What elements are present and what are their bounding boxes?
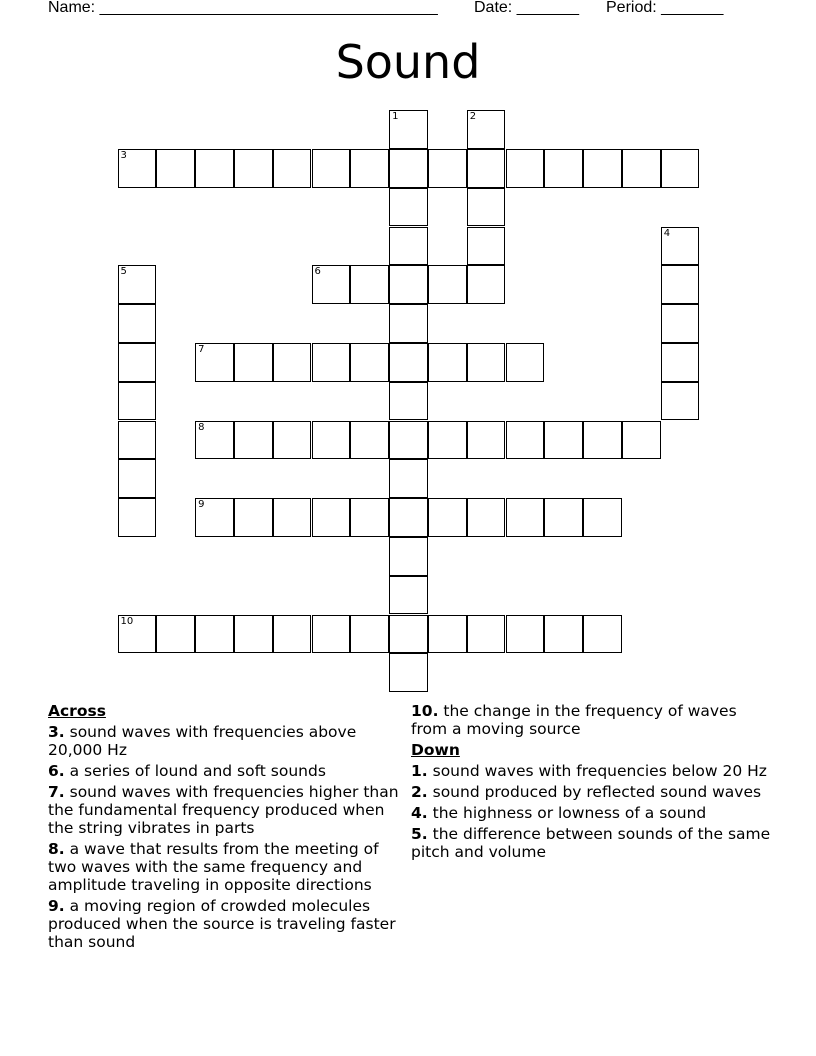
grid-cell[interactable] (389, 498, 428, 537)
grid-cell[interactable] (389, 265, 428, 304)
grid-cell[interactable] (234, 343, 273, 382)
grid-cell[interactable] (312, 149, 351, 188)
grid-cell[interactable] (118, 615, 157, 654)
grid-cell[interactable] (195, 498, 234, 537)
clue-across-3: 3. sound waves with frequencies above 20,000 Hz (48, 723, 357, 759)
grid-cell[interactable] (506, 498, 545, 537)
grid-cell[interactable] (156, 615, 195, 654)
grid-cell[interactable] (389, 149, 428, 188)
grid-cell[interactable] (389, 227, 428, 266)
clue-number: 1 (392, 111, 399, 123)
grid-cell[interactable] (661, 382, 700, 421)
grid-cell[interactable] (389, 304, 428, 343)
grid-cell[interactable] (389, 615, 428, 654)
grid-cell[interactable] (428, 343, 467, 382)
grid-cell[interactable] (583, 498, 622, 537)
grid-cell[interactable] (389, 459, 428, 498)
clue-number: 7 (198, 343, 205, 355)
across-heading: Across (48, 702, 106, 720)
grid-cell[interactable] (350, 421, 389, 460)
grid-cell[interactable] (506, 343, 545, 382)
down-heading: Down (411, 741, 460, 759)
clue-number: 6 (314, 266, 321, 278)
grid-cell[interactable] (389, 576, 428, 615)
grid-cell[interactable] (350, 498, 389, 537)
clue-number: 2 (469, 111, 477, 123)
grid-cell[interactable] (428, 498, 467, 537)
grid-cell[interactable] (544, 615, 583, 654)
grid-cell[interactable] (389, 421, 428, 460)
grid-cell[interactable] (312, 421, 351, 460)
clue-down-2: 2. sound produced by reflected sound waves (411, 783, 762, 801)
grid-cell[interactable] (389, 343, 428, 382)
grid-cell[interactable] (273, 149, 312, 188)
date-label: Date: (474, 0, 513, 16)
name-label: Name: (48, 0, 96, 16)
period-label: Period: (606, 0, 657, 16)
grid-cell[interactable] (118, 304, 157, 343)
grid-cell[interactable] (622, 421, 661, 460)
grid-cell[interactable] (467, 227, 506, 266)
grid-cell[interactable] (428, 149, 467, 188)
grid-cell[interactable] (544, 149, 583, 188)
grid-cell[interactable] (389, 382, 428, 421)
clue-number: 4 (663, 227, 671, 239)
clue-down-4: 4. the highness or lowness of a sound (411, 804, 707, 822)
grid-cell[interactable] (234, 498, 273, 537)
grid-cell[interactable] (661, 265, 700, 304)
clue-across-9: 9. a moving region of crowded molecules produced when the source is traveling faster than sound (48, 897, 396, 951)
grid-cell[interactable] (506, 615, 545, 654)
grid-cell[interactable] (350, 343, 389, 382)
grid-cell[interactable] (156, 149, 195, 188)
date-blank[interactable]: _______ (516, 0, 579, 16)
grid-cell[interactable] (350, 615, 389, 654)
grid-cell[interactable] (118, 498, 157, 537)
grid-cell[interactable] (118, 382, 157, 421)
grid-cell[interactable] (234, 149, 273, 188)
grid-cell[interactable] (195, 343, 234, 382)
clue-down-1: 1. sound waves with frequencies below 20 Hz (411, 762, 767, 780)
clue-number: 8 (198, 421, 205, 433)
period-blank[interactable]: _______ (661, 0, 724, 16)
name-blank[interactable]: ______________________________________ (99, 0, 438, 16)
grid-cell[interactable] (467, 615, 506, 654)
grid-cell[interactable] (467, 498, 506, 537)
grid-cell[interactable] (118, 459, 157, 498)
grid-cell[interactable] (428, 421, 467, 460)
grid-cell[interactable] (234, 421, 273, 460)
clue-number: 3 (120, 149, 127, 161)
grid-cell[interactable] (661, 304, 700, 343)
grid-cell[interactable] (467, 149, 506, 188)
clue-number: 9 (198, 499, 205, 511)
grid-cell[interactable] (118, 265, 157, 304)
grid-cell[interactable] (467, 188, 506, 227)
grid-cell[interactable] (467, 110, 506, 149)
down-clues (411, 702, 771, 864)
grid-cell[interactable] (389, 537, 428, 576)
grid-cell[interactable] (118, 149, 157, 188)
grid-cell[interactable] (583, 615, 622, 654)
grid-cell[interactable] (195, 421, 234, 460)
grid-cell[interactable] (273, 615, 312, 654)
clue-number: 5 (120, 266, 127, 278)
grid-cell[interactable] (389, 110, 428, 149)
grid-cell[interactable] (195, 615, 234, 654)
clue-down-5: 5. the difference between sounds of the same pitch and volume (411, 825, 771, 861)
grid-cell[interactable] (467, 421, 506, 460)
across-clues (48, 702, 408, 954)
grid-cell[interactable] (273, 421, 312, 460)
grid-cell[interactable] (583, 149, 622, 188)
clue-across-8: 8. a wave that results from the meeting of two waves with the same frequency and amplitude traveling in opposite directions (48, 840, 379, 894)
grid-cell[interactable] (118, 343, 157, 382)
grid-cell[interactable] (583, 421, 622, 460)
grid-cell[interactable] (118, 421, 157, 460)
grid-cell[interactable] (312, 615, 351, 654)
grid-cell[interactable] (506, 149, 545, 188)
clue-across-10: 10. the change in the frequency of waves from a moving source (411, 702, 737, 738)
clue-across-7: 7. sound waves with frequencies higher than the fundamental frequency produced when the string vibrates in parts (48, 783, 399, 837)
clue-number: 10 (120, 615, 134, 627)
grid-cell[interactable] (467, 343, 506, 382)
grid-cell[interactable] (312, 343, 351, 382)
grid-cell[interactable] (428, 615, 467, 654)
grid-cell[interactable] (622, 149, 661, 188)
page-title: Sound (335, 35, 481, 89)
grid-cell[interactable] (195, 149, 234, 188)
grid-cell[interactable] (661, 149, 700, 188)
grid-cell[interactable] (428, 265, 467, 304)
clue-across-6: 6. a series of lound and soft sounds (48, 762, 326, 780)
grid-cell[interactable] (234, 615, 273, 654)
grid-cell[interactable] (661, 227, 700, 266)
grid-cell[interactable] (544, 421, 583, 460)
grid-cell[interactable] (350, 265, 389, 304)
grid-cell[interactable] (544, 498, 583, 537)
grid-cell[interactable] (661, 343, 700, 382)
grid-cell[interactable] (273, 343, 312, 382)
grid-cell[interactable] (389, 653, 428, 692)
grid-cell[interactable] (312, 265, 351, 304)
grid-cell[interactable] (467, 265, 506, 304)
grid-cell[interactable] (350, 149, 389, 188)
grid-cell[interactable] (273, 498, 312, 537)
grid-cell[interactable] (506, 421, 545, 460)
grid-cell[interactable] (389, 188, 428, 227)
grid-cell[interactable] (312, 498, 351, 537)
